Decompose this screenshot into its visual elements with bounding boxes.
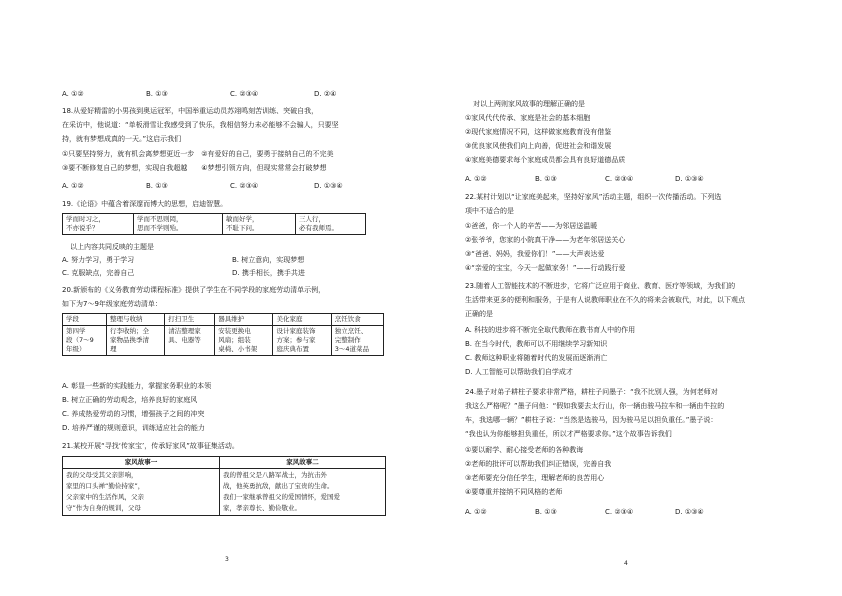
q23-line: 生活带来更多的便利和服务，于是有人说教师职业在不久的将来会被取代，对此，以下观点 (465, 296, 745, 304)
q18-statement: ③要不断修复自己的梦想，实现自我超越 ④梦想引领方向，但现实常常会打破梦想 (62, 164, 327, 172)
option: B. ①③ (535, 175, 557, 183)
q20-option: B. 树立正确的劳动观念，培养良好的家庭风 (62, 396, 198, 404)
story-one-cell (63, 469, 220, 516)
q24-statement: ①要以耐学、耐心接受老师的各种教诲 (465, 446, 584, 454)
table-cell (165, 326, 215, 356)
q21-options (465, 175, 704, 184)
option: D. ②④ (314, 90, 337, 98)
q17-options (62, 90, 336, 99)
cell-line: 段（7～9 (66, 336, 94, 344)
table-header-row (63, 457, 386, 469)
option: D. ①③④ (675, 508, 704, 516)
cell-line: 风扇；组装 (218, 336, 251, 344)
story-line: 家里的口头禅“勤俭持家”， (66, 482, 145, 490)
story-line: 战，他英勇抗敌，献出了宝贵的生命。 (223, 482, 334, 490)
option: D. ①③④ (675, 175, 704, 183)
quote-text: 三人行， (299, 215, 325, 223)
table-row (63, 469, 386, 516)
cell-line: 庭庆典布置 (276, 345, 309, 353)
q24-line: 24.墨子对弟子耕柱子要求非常严格，耕柱子问墨子：“我不比别人强，为何老师对 (465, 388, 718, 396)
page-number: 3 (225, 556, 229, 563)
table-header-cell: 学段 (63, 314, 107, 326)
cell-line: 完整制作 (334, 336, 361, 344)
q21-intro: 对以上两则家风故事的理解正确的是 (473, 100, 585, 108)
q18-options (62, 182, 343, 191)
q20-line: 20.新颁布的《义务教育劳动课程标准》提供了学生在不同学段的家庭劳动清单示例， (62, 286, 326, 294)
table-cell (331, 326, 383, 356)
q20-line: 如下为7～9年级家庭劳动清单： (62, 300, 162, 308)
q19-option: D. 携手相长，携手共进 (232, 269, 305, 277)
table-cell (215, 326, 273, 356)
quote-text: 敏而好学， (226, 215, 259, 223)
q23-option: A. 科技的进步将不断完全取代教师在教书育人中的作用 (465, 326, 636, 334)
table-header-cell: 打扫卫生 (165, 314, 215, 326)
option: B. ①③ (146, 90, 168, 98)
q21-statement: ④家庭美德要求每个家庭成员都会具有良好道德品质 (465, 156, 626, 164)
table-cell (63, 326, 107, 356)
q19-option: A. 努力学习，勇于学习 (62, 256, 135, 264)
table-row (63, 326, 384, 356)
q22-line: 22.某村计划以“让家庭美起来，坚持好家风”活动主题，组织一次传播活动。下列选 (465, 193, 722, 201)
q22-statement: ④“亲爱的宝宝，今天一起做家务！”——行动践行爱 (465, 264, 626, 272)
quote-cell (63, 214, 134, 235)
q23-line: 正确的是 (465, 310, 493, 318)
table-cell (273, 326, 331, 356)
q18-line: 在采访中，他说道：“单板滑雪让我感受到了快乐，我相信努力未必能够不会骗人，只要坚 (62, 121, 339, 129)
q22-line: 项中不适合的是 (465, 207, 514, 215)
q22-statement: ③“爸爸、妈妈，我爱你们！”——大声表达爱 (465, 250, 605, 258)
option: A. ①② (465, 175, 487, 183)
q23-option: D. 人工智能可以帮助我们自学成才 (465, 368, 573, 376)
q24-line: “我也认为你能够担负重任，所以才严格要求你。”这个故事告诉我们 (465, 430, 672, 438)
q21-stem: 21.某校开展“寻找‘传家宝’，传承好家风”故事征集活动。 (62, 442, 239, 450)
cell-line: 方案；参与家 (276, 336, 316, 344)
option: A. ①② (62, 182, 84, 190)
q21-story-table (62, 456, 386, 516)
q20-labor-table (62, 313, 384, 356)
story-title: 家风故事一 (63, 457, 220, 469)
option: C. ②③④ (230, 182, 259, 190)
cell-line: 理 (110, 345, 117, 353)
q21-statement: ①家风代代传承、家庭是社会的基本细胞 (465, 114, 591, 122)
cell-line: 清洁整理家 (168, 327, 201, 335)
table-cell (107, 326, 165, 356)
q24-statement: ③老师要充分信任学生，理解老师的良苦用心 (465, 474, 605, 482)
q20-option: A. 彰显一些新的实践能力，掌握家务职业的本领 (62, 382, 212, 390)
story-title: 家风故事二 (220, 457, 386, 469)
q23-option: B. 在当今时代，教师可以不用继续学习新知识 (465, 340, 608, 348)
q24-line: 车，我选哪一辆？”耕柱子说：“当然是选骏马，因为骏马足以担负重任。”墨子说： (465, 416, 718, 424)
story-line: 家，孝亲尊长、勤俭敬业。 (223, 504, 301, 512)
quote-cell (223, 214, 296, 235)
option: B. ①③ (146, 182, 168, 190)
q24-line: 我这么严格呢？”墨子问他：“假如我要去太行山，你一辆由骏马拉车和一辆由牛拉的 (465, 402, 725, 410)
cell-line: 第四学 (66, 327, 86, 335)
q21-statement: ②现代家庭情况不同，这样做家庭教育没有借鉴 (465, 128, 612, 136)
quote-text: 不耻下问。 (226, 224, 259, 232)
quote-text: 不亦说乎？ (66, 224, 99, 232)
page-number: 4 (624, 560, 628, 567)
q24-options (465, 508, 704, 517)
option: C. ②③④ (605, 508, 634, 516)
option: B. ①③ (535, 508, 557, 516)
cell-line: 安装更换电 (218, 327, 251, 335)
option: C. ②③④ (230, 90, 259, 98)
story-line: 父亲家中的生活作风，父亲 (66, 493, 144, 501)
cell-line: 3～4道菜品 (334, 345, 369, 353)
q21-statement: ③优良家风使我们向上向善，促进社会和谐发展 (465, 142, 612, 150)
cell-line: 年级） (66, 345, 86, 353)
q24-statement: ②老师的批评可以帮助我们纠正错误，完善自我 (465, 460, 612, 468)
cell-line: 设计家庭装饰 (276, 327, 316, 335)
q19-option: B. 树立意向，实现梦想 (232, 256, 305, 264)
page-right (421, 0, 842, 596)
table-header-cell: 整理与收纳 (107, 314, 165, 326)
option: A. ①② (62, 90, 84, 98)
cell-line: 行李收纳；全 (110, 327, 150, 335)
quote-text: 思而不学则殆。 (137, 224, 183, 232)
story-two-cell (220, 469, 386, 516)
q19-quotes-table (62, 213, 366, 235)
q18-line: 持，就有梦想成真的一天。”这启示我们 (62, 135, 182, 143)
table-header-row (63, 314, 384, 326)
q18-statement: ①只要坚持努力，就有机会离梦想更近一步 ②有爱好的自己，要勇于接纳自己的不完美 (62, 150, 334, 158)
cell-line: 桌椅、小书架 (218, 345, 258, 353)
option: C. ②③④ (605, 175, 634, 183)
q19-stem: 19.《论语》中蕴含着深邃而博大的思想，启迪智慧。 (62, 200, 228, 208)
q23-line: 23.随着人工智能技术的不断进步，它将广泛应用于商业、教育、医疗等领域，为我们的 (465, 282, 736, 290)
q24-statement: ④要尊重并接纳不同风格的老师 (465, 488, 563, 496)
q19-prompt: 以上内容共同反映的主题是 (70, 243, 154, 251)
cell-line: 独立烹饪、 (334, 327, 368, 335)
cell-line: 家物品换季清 (110, 336, 150, 344)
q20-option: D. 培养严谨的规则意识，训练适应社会的能力 (62, 424, 205, 432)
story-line: 我们一家继承曾祖父的爱国情怀，爱国爱 (223, 493, 340, 501)
table-header-cell: 美化家庭 (273, 314, 331, 326)
quote-text: 必有我师焉。 (299, 224, 338, 232)
table-header-cell: 器具维护 (215, 314, 273, 326)
q22-statement: ②张爷爷，您家的小院真干净——为老年邻居送关心 (465, 236, 626, 244)
story-line: 守”作为自身的规训，父母 (66, 504, 141, 512)
q19-option: C. 克服缺点，完善自己 (62, 269, 135, 277)
quote-text: 学而时习之， (66, 215, 105, 223)
table-header-cell: 烹饪饮食 (331, 314, 383, 326)
story-line: 我的父母受其父亲影响， (66, 471, 138, 479)
quote-cell (134, 214, 223, 235)
option: A. ①② (465, 508, 487, 516)
q18-line: 18.从爱好精雷的小男孩到奥运冠军，中国举重运动员苏翊鸣刻苦训练、突破自我， (62, 107, 319, 115)
quote-text: 学而不思则罔， (137, 215, 183, 223)
q20-option: C. 养成热爱劳动的习惯，增强孩子之间的冲突 (62, 410, 205, 418)
quote-cell (296, 214, 366, 235)
q23-option: C. 教师这种职业将随着时代的发展而逐渐消亡 (465, 354, 608, 362)
q22-statement: ①爸爸，你一个人的辛苦——为邻居送温暖 (465, 222, 598, 230)
story-line: 我的曾祖父是八路军战士，为抗击外 (223, 471, 327, 479)
cell-line: 具、电器等 (168, 336, 201, 344)
option: D. ①③④ (314, 182, 343, 190)
